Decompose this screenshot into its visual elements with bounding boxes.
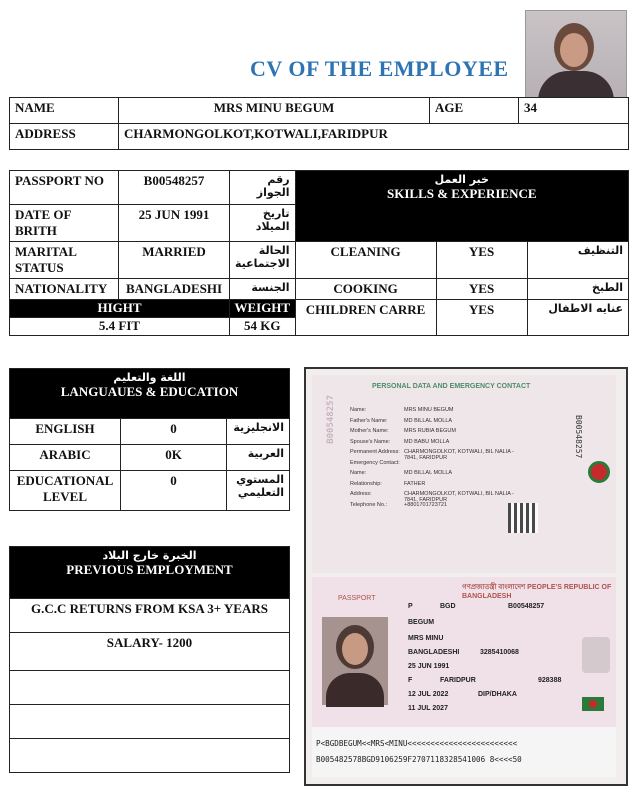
employment-header	[10, 547, 290, 599]
contact-field-value: MD BABU MOLLA	[404, 438, 450, 445]
employment-blank-2	[10, 705, 290, 739]
page-title: CV OF THE EMPLOYEE	[250, 56, 509, 81]
pp-personal-no: 3285410068	[480, 649, 519, 656]
age-value: 34	[519, 98, 629, 124]
skill-cleaning: CLEANING	[295, 242, 436, 279]
passport-value: B00548257	[119, 171, 230, 205]
skill-cooking-value: YES	[436, 279, 527, 300]
lang-arabic: ARABIC	[10, 445, 121, 471]
languages-header-en: LANGUAUES & EDUCATION	[60, 384, 239, 399]
pp-code: BGD	[440, 603, 456, 610]
languages-header-ar: اللغة والتعليم	[113, 371, 186, 384]
address-label: ADDRESS	[10, 124, 119, 150]
nationality-ar: الجنسة	[230, 279, 296, 300]
pp-given: MRS MINU	[408, 635, 444, 642]
mrz-line-2: B005482578BGD9106259F2707118328541006 8<<<<50	[316, 755, 522, 764]
pp-birthplace: FARIDPUR	[440, 677, 476, 684]
qr-code-icon	[508, 503, 538, 533]
lang-english-ar: الانجليزية	[227, 419, 290, 445]
contact-field-label: Emergency Contact:	[350, 459, 400, 466]
employment-line-2: SALARY- 1200	[10, 633, 290, 671]
pp-nationality: BANGLADESHI	[408, 649, 460, 656]
passport-ar: رقم الجواز	[230, 171, 296, 205]
education-level-value: 0	[121, 471, 227, 511]
education-level-ar: المستوي التعليمي	[227, 471, 290, 511]
contact-header: PERSONAL DATA AND EMERGENCY CONTACT	[372, 383, 531, 390]
employment-blank-3	[10, 739, 290, 773]
skill-cleaning-ar: التنظيف	[527, 242, 628, 279]
skill-children: CHILDREN CARRE	[295, 300, 436, 336]
marital-ar: الحالة الاجتماعية	[230, 242, 296, 279]
bangladesh-flag-icon	[582, 697, 604, 711]
pp-sex: F	[408, 677, 413, 684]
lang-arabic-ar: العربية	[227, 445, 290, 471]
skills-header	[295, 171, 628, 242]
passport-scan	[304, 367, 628, 786]
contact-field-label: Name:	[350, 470, 367, 476]
contact-field-value: MRS RUBIA BEGUM	[404, 428, 456, 434]
passport-photo	[322, 617, 388, 705]
height-label: HIGHT	[10, 300, 230, 318]
contact-field-value: CHARMONGOLKOT, KOTWALI, BIL NALIA - 7841, FARIDPUR	[404, 491, 514, 503]
dob-value: 25 JUN 1991	[119, 205, 230, 242]
contact-field-value: +8801701723721	[404, 501, 447, 508]
bangladesh-emblem-icon	[588, 461, 610, 483]
lang-english-value: 0	[121, 419, 227, 445]
employment-line-1: G.C.C RETURNS FROM KSA 3+ YEARS	[10, 599, 290, 633]
education-level: EDUCATIONAL LEVEL	[10, 471, 121, 511]
name-label: NAME	[10, 98, 119, 124]
passport-side-number: B00548257	[326, 395, 336, 444]
name-value: MRS MINU BEGUM	[119, 98, 430, 124]
pp-authority: DIP/DHAKA	[478, 691, 517, 698]
pp-issue: 12 JUL 2022	[408, 691, 449, 698]
lang-arabic-value: 0K	[121, 445, 227, 471]
passport-ghost-photo	[582, 637, 610, 673]
nationality-label: NATIONALITY	[10, 279, 119, 300]
address-value: CHARMONGOLKOT,KOTWALI,FARIDPUR	[119, 124, 629, 150]
passport-side-number-2: B00548257	[574, 415, 583, 459]
skill-cooking-ar: الطبخ	[527, 279, 628, 300]
passport-label: PASSPORT NO	[10, 171, 119, 205]
skills-header-en: SKILLS & EXPERIENCE	[387, 186, 537, 201]
contact-field-value: CHARMONGOLKOT, KOTWALI, BIL NALIA - 7841, FARIDPUR	[404, 449, 514, 461]
height-value: 5.4 FIT	[10, 318, 230, 336]
skills-header-ar: خبر العمل	[434, 173, 489, 186]
contact-field-value: FATHER	[404, 480, 426, 487]
passport-doc-label: PASSPORT	[338, 595, 376, 602]
passport-data-page	[312, 375, 616, 573]
details-table	[9, 170, 629, 336]
employment-header-en: PREVIOUS EMPLOYMENT	[66, 562, 233, 577]
contact-field-value: MD BILLAL MOLLA	[404, 417, 453, 424]
passport-mrz	[312, 727, 616, 777]
passport-bio-page	[312, 577, 616, 727]
pp-expiry: 11 JUL 2027	[408, 705, 448, 712]
pp-type: P	[408, 603, 413, 610]
pp-birth: 25 JUN 1991	[408, 663, 450, 670]
employment-header-ar: الخبرة خارج البلاد	[102, 549, 197, 562]
languages-header	[10, 369, 290, 419]
personal-table	[9, 97, 629, 150]
contact-field-label: Father's Name:	[350, 417, 388, 424]
pp-prev: 928388	[538, 677, 562, 684]
pp-surname: BEGUM	[408, 619, 435, 626]
contact-field-value: MD BILLAL MOLLA	[404, 470, 453, 476]
contact-field-label: Permanent Address:	[350, 449, 400, 455]
contact-field-label: Telephone No.:	[350, 501, 387, 508]
age-label: AGE	[430, 98, 519, 124]
republic-header: গণপ্রজাতন্ত্রী বাংলাদেশ PEOPLE'S REPUBLIC OF BANGLADESH	[462, 584, 612, 600]
contact-field-label: Name:	[350, 407, 367, 413]
skill-cleaning-value: YES	[436, 242, 527, 279]
dob-label: DATE OF BRITH	[10, 205, 119, 242]
weight-value: 54 KG	[230, 318, 296, 336]
dob-ar: تاريخ الميلاد	[230, 205, 296, 242]
languages-table	[9, 368, 290, 511]
contact-field-label: Spouse's Name:	[350, 438, 391, 445]
contact-field-label: Mother's Name:	[350, 428, 389, 434]
mrz-line-1: P<BGDBEGUM<<MRS<MINU<<<<<<<<<<<<<<<<<<<<<<<<	[316, 739, 518, 748]
employment-blank-1	[10, 671, 290, 705]
weight-label: WEIGHT	[230, 300, 296, 318]
contact-field-label: Address:	[350, 491, 372, 497]
marital-value: MARRIED	[119, 242, 230, 279]
skill-children-value: YES	[436, 300, 527, 336]
employee-photo	[525, 10, 627, 98]
contact-field-value: MRS MINU BEGUM	[404, 407, 454, 413]
lang-english: ENGLISH	[10, 419, 121, 445]
employment-table	[9, 546, 290, 773]
contact-field-label: Relationship:	[350, 480, 382, 487]
pp-number: B00548257	[508, 603, 545, 610]
marital-label: MARITAL STATUS	[10, 242, 119, 279]
skill-cooking: COOKING	[295, 279, 436, 300]
skill-children-ar: عنايه الاطفال	[527, 300, 628, 336]
nationality-value: BANGLADESHI	[119, 279, 230, 300]
